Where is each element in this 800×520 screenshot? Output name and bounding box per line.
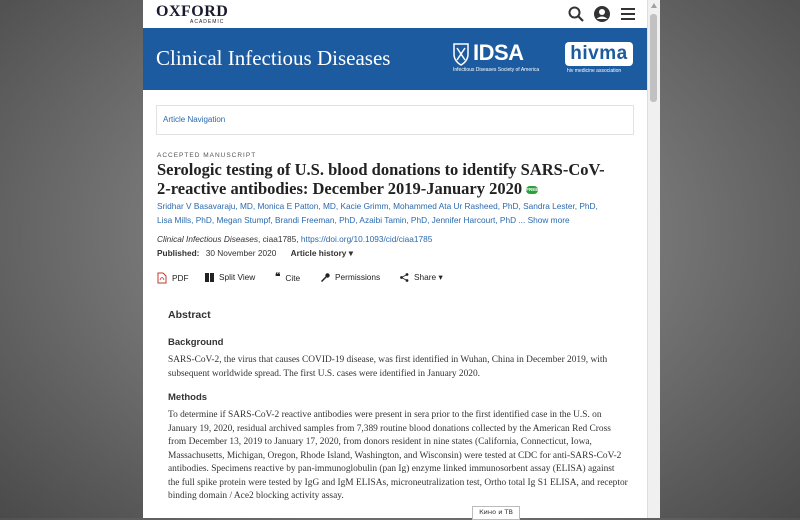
share-icon xyxy=(400,273,409,282)
split-view-icon xyxy=(205,273,214,282)
article-navigation-box xyxy=(156,105,634,135)
hivma-text: hivma xyxy=(565,42,633,66)
free-badge: FREE xyxy=(526,187,539,193)
overlay-caption: Кино и ТВ xyxy=(472,506,520,520)
permissions-label: Permissions xyxy=(335,272,381,282)
methods-heading: Methods xyxy=(168,392,208,403)
idsa-text: IDSA xyxy=(473,40,524,65)
vertical-scrollbar[interactable] xyxy=(647,0,660,518)
authors-line-1[interactable]: Sridhar V Basavaraju, MD, Monica E Patton, MD, Kacie Grimm, Mohammed Ata Ur Rasheed, PhD, Sandra Lester, PhD, xyxy=(157,201,598,211)
pdf-icon xyxy=(157,272,167,284)
published-date: 30 November 2020 xyxy=(205,248,277,258)
author-list xyxy=(157,199,617,227)
journal-name: Clinical Infectious Diseases xyxy=(157,234,258,244)
background-heading: Background xyxy=(168,337,224,348)
oxford-logo-sub: ACADEMIC xyxy=(190,19,225,25)
idsa-subtitle: Infectious Diseases Society of America xyxy=(453,67,540,73)
abstract-heading: Abstract xyxy=(168,309,211,321)
cite-label: Cite xyxy=(285,272,301,283)
show-more-link[interactable]: Show more xyxy=(527,215,570,225)
doi-link[interactable]: https://doi.org/10.1093/cid/ciaa1785 xyxy=(300,234,433,244)
article-title-text: Serologic testing of U.S. blood donations to identify SARS-CoV-2-reactive antibodies: December 2019-January 2020 xyxy=(157,160,605,198)
cite-button[interactable] xyxy=(275,272,300,283)
quote-icon: ❝ xyxy=(275,272,281,283)
search-icon[interactable] xyxy=(567,5,585,23)
account-icon[interactable] xyxy=(593,5,611,23)
top-bar xyxy=(143,0,647,28)
idsa-emblem-icon xyxy=(451,42,471,66)
journal-title[interactable]: Clinical Infectious Diseases xyxy=(156,46,391,70)
permissions-button[interactable] xyxy=(321,272,380,282)
oxford-logo[interactable]: OXFORD xyxy=(156,3,229,20)
key-icon xyxy=(321,273,330,282)
share-button[interactable] xyxy=(400,272,443,282)
split-view-label: Split View xyxy=(219,272,256,282)
article-type-label: ACCEPTED MANUSCRIPT xyxy=(157,152,257,159)
share-label: Share ▾ xyxy=(414,272,443,282)
published-label: Published: xyxy=(157,248,200,258)
pdf-button[interactable] xyxy=(157,272,189,284)
background-text: SARS-CoV-2, the virus that causes COVID-19 disease, was first identified in Wuhan, China in December 2019, with subsequent worldwide spread. The first U.S. cases were identified in January 2020. xyxy=(168,355,608,379)
split-view-button[interactable] xyxy=(205,272,255,282)
article-history-toggle[interactable]: Article history ▾ xyxy=(290,248,353,258)
article-page xyxy=(143,0,647,518)
article-id: , ciaa1785, xyxy=(258,234,301,244)
menu-icon[interactable] xyxy=(619,5,637,23)
methods-text: To determine if SARS-CoV-2 reactive antibodies were present in sera prior to the first identified case in the U.S. on January 19, 2020, residual archived samples from 7,389 routine blood donations collected by the American Red Cross from December 13, 2019 to January 17, 2020, from donors resident in nine states (California, Connecticut, Iowa, Massachusetts, Michigan, Oregon, Rhode Island, Washington, and Wisconsin) were tested at CDC for anti-SARS-CoV-2 antibodies. Specimens reactive by pan-immunoglobulin (pan Ig) enzyme linked immunosorbent assay (ELISA) against the full spike protein were tested by IgG and IgM ELISAs, microneutralization test, Ortho total Ig S1 ELISA, and receptor binding domain / Ace2 blocking activity assay. xyxy=(168,410,628,501)
citation-line xyxy=(157,234,432,244)
hivma-subtitle: hiv medicine association xyxy=(567,68,622,74)
article-navigation-link[interactable]: Article Navigation xyxy=(163,115,226,124)
authors-line-2[interactable]: Lisa Mills, PhD, Megan Stumpf, Brandi Freeman, PhD, Azaibi Tamin, PhD, Jennifer Harcourt, PhD ... xyxy=(157,215,526,225)
idsa-logo[interactable] xyxy=(451,40,540,73)
journal-banner xyxy=(143,28,647,90)
hivma-logo[interactable] xyxy=(565,42,633,75)
published-line xyxy=(157,248,353,258)
article-title xyxy=(157,160,607,198)
scrollbar-thumb[interactable] xyxy=(650,14,657,102)
pdf-label: PDF xyxy=(172,273,189,283)
scroll-up-icon[interactable] xyxy=(651,3,657,8)
